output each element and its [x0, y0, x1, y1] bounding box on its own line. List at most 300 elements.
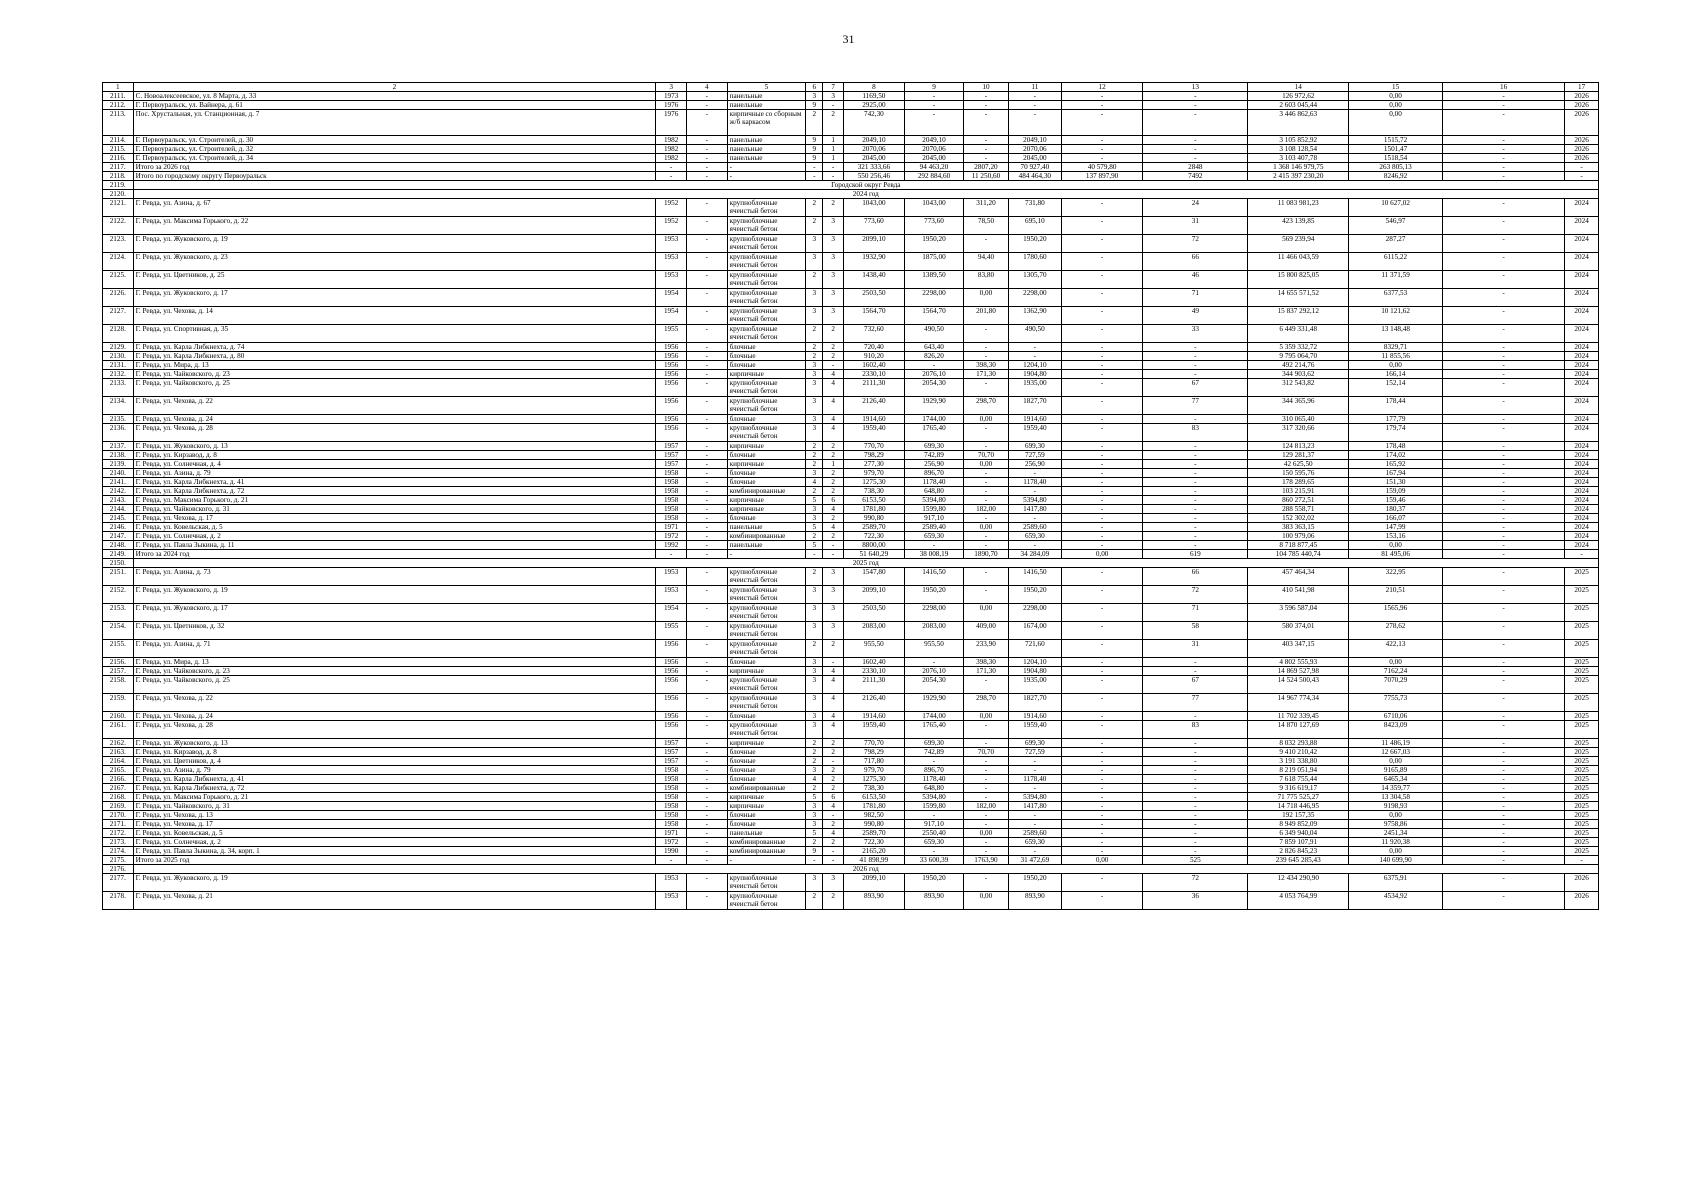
private-area-cell: 2589,60 [1008, 829, 1061, 838]
year-commissioned-cell: - [686, 667, 727, 676]
residents-cell: - [1143, 802, 1248, 811]
cost-per-sqm-cell: 7070,29 [1349, 676, 1443, 694]
row-number-cell: 2133. [103, 379, 134, 397]
year-built-cell: 1953 [656, 235, 687, 253]
section-row [103, 190, 1599, 199]
year-commissioned-cell: - [686, 145, 727, 154]
total-area-cell: 1547,80 [843, 568, 904, 586]
entrances-cell: - [823, 550, 843, 559]
municipal-area-cell: - [1061, 145, 1143, 154]
plan-year-cell: 2026 [1565, 92, 1599, 101]
living-area-cell: 699,30 [904, 442, 963, 451]
table-row [103, 199, 1599, 217]
plan-year-cell: 2024 [1565, 361, 1599, 370]
cost-per-sqm-cell: 0,00 [1349, 757, 1443, 766]
non-living-area-cell: - [964, 424, 1009, 442]
year-built-cell: 1956 [656, 667, 687, 676]
private-area-cell: 695,10 [1008, 217, 1061, 235]
wall-material-cell: кирпичные [727, 667, 805, 676]
wall-material-cell: комбинированные [727, 487, 805, 496]
living-area-cell: 2589,40 [904, 523, 963, 532]
total-area-cell: 2045,00 [843, 154, 904, 163]
col-16-cell: - [1442, 757, 1564, 766]
entrances-cell: 2 [823, 784, 843, 793]
cost-cell: 11 466 043,59 [1248, 253, 1349, 271]
year-commissioned-cell: - [686, 604, 727, 622]
floors-cell: 3 [806, 766, 823, 775]
plan-year-cell: 2025 [1565, 604, 1599, 622]
total-area-cell: 955,50 [843, 640, 904, 658]
cost-cell: 8 032 293,88 [1248, 739, 1349, 748]
cost-cell: 12 434 290,90 [1248, 874, 1349, 892]
residents-cell: - [1143, 505, 1248, 514]
entrances-cell: 3 [823, 307, 843, 325]
living-area-cell: 1416,50 [904, 568, 963, 586]
private-area-cell: - [1008, 352, 1061, 361]
municipal-area-cell: - [1061, 721, 1143, 739]
year-commissioned-cell: - [686, 289, 727, 307]
residents-cell: 72 [1143, 586, 1248, 604]
address-cell: Г. Ревда, ул. Чехова, д. 17 [133, 514, 656, 523]
row-number-cell: 2142. [103, 487, 134, 496]
municipal-area-cell: - [1061, 712, 1143, 721]
non-living-area-cell: - [964, 586, 1009, 604]
private-area-cell: - [1008, 784, 1061, 793]
total-area-cell: 1275,30 [843, 478, 904, 487]
table-row [103, 838, 1599, 847]
year-built-cell: 1982 [656, 145, 687, 154]
entrances-cell: - [823, 541, 843, 550]
municipal-area-cell: - [1061, 496, 1143, 505]
year-commissioned-cell: - [686, 370, 727, 379]
year-commissioned-cell: - [686, 739, 727, 748]
year-commissioned-cell: - [686, 352, 727, 361]
year-commissioned-cell: - [686, 379, 727, 397]
living-area-cell: 1043,00 [904, 199, 963, 217]
year-built-cell: - [656, 172, 687, 181]
year-built-cell: 1956 [656, 352, 687, 361]
private-area-cell: 2298,00 [1008, 289, 1061, 307]
living-area-cell: 648,80 [904, 784, 963, 793]
living-area-cell: - [904, 101, 963, 110]
year-built-cell: 1953 [656, 271, 687, 289]
residents-cell: 525 [1143, 856, 1248, 865]
year-commissioned-cell: - [686, 154, 727, 163]
year-commissioned-cell: - [686, 217, 727, 235]
table-row [103, 847, 1599, 856]
wall-material-cell: кирпичные [727, 739, 805, 748]
wall-material-cell: блочные [727, 811, 805, 820]
floors-cell: 5 [806, 541, 823, 550]
address-cell: Г. Ревда, ул. Жуковского, д. 13 [133, 442, 656, 451]
non-living-area-cell: - [964, 532, 1009, 541]
plan-year-cell: 2025 [1565, 676, 1599, 694]
non-living-area-cell: 78,50 [964, 217, 1009, 235]
floors-cell: 4 [806, 478, 823, 487]
non-living-area-cell: - [964, 514, 1009, 523]
col-16-cell: - [1442, 739, 1564, 748]
municipal-area-cell: - [1061, 694, 1143, 712]
total-area-cell: 1564,70 [843, 307, 904, 325]
total-area-cell: 770,70 [843, 442, 904, 451]
plan-year-cell: 2025 [1565, 586, 1599, 604]
cost-per-sqm-cell: 4534,92 [1349, 892, 1443, 910]
year-built-cell: 1956 [656, 721, 687, 739]
entrances-cell: - [823, 811, 843, 820]
floors-cell: 5 [806, 523, 823, 532]
residents-cell: 13 [1143, 83, 1248, 92]
plan-year-cell: 2025 [1565, 712, 1599, 721]
address-cell: Г. Ревда, ул. Мира, д. 13 [133, 658, 656, 667]
col-16-cell: - [1442, 487, 1564, 496]
col-16-cell: - [1442, 352, 1564, 361]
non-living-area-cell: - [964, 92, 1009, 101]
row-number-cell: 2172. [103, 829, 134, 838]
plan-year-cell: 2024 [1565, 424, 1599, 442]
floors-cell: 5 [806, 829, 823, 838]
plan-year-cell: 2024 [1565, 343, 1599, 352]
year-built-cell: 1958 [656, 505, 687, 514]
private-area-cell: 1914,60 [1008, 415, 1061, 424]
living-area-cell: 490,50 [904, 325, 963, 343]
year-commissioned-cell: - [686, 838, 727, 847]
residents-cell: - [1143, 469, 1248, 478]
year-built-cell: - [656, 856, 687, 865]
row-number-cell: 2149. [103, 550, 134, 559]
living-area-cell: 742,89 [904, 451, 963, 460]
address-cell: Г. Ревда, ул. Жуковского, д. 13 [133, 739, 656, 748]
floors-cell: 9 [806, 847, 823, 856]
wall-material-cell: панельные [727, 541, 805, 550]
row-number-cell: 2127. [103, 307, 134, 325]
municipal-area-cell: - [1061, 325, 1143, 343]
municipal-area-cell: - [1061, 784, 1143, 793]
private-area-cell: 1674,00 [1008, 622, 1061, 640]
residents-cell: - [1143, 154, 1248, 163]
residents-cell: 72 [1143, 235, 1248, 253]
address-cell: Г. Ревда, ул. Цветников, д. 4 [133, 757, 656, 766]
cost-cell: 103 215,91 [1248, 487, 1349, 496]
year-commissioned-cell: - [686, 343, 727, 352]
cost-cell: 5 359 332,72 [1248, 343, 1349, 352]
wall-material-cell: блочные [727, 748, 805, 757]
row-number-cell: 2135. [103, 415, 134, 424]
plan-year-cell: 2024 [1565, 442, 1599, 451]
plan-year-cell: 2025 [1565, 820, 1599, 829]
private-area-cell: - [1008, 757, 1061, 766]
residents-cell: 83 [1143, 424, 1248, 442]
living-area-cell: 826,20 [904, 352, 963, 361]
year-built-cell: 1957 [656, 451, 687, 460]
non-living-area-cell: - [964, 442, 1009, 451]
entrances-cell: 2 [823, 442, 843, 451]
wall-material-cell: - [727, 856, 805, 865]
entrances-cell: 2 [823, 343, 843, 352]
row-number-cell: 2128. [103, 325, 134, 343]
cost-cell: 288 558,71 [1248, 505, 1349, 514]
wall-material-cell: блочные [727, 469, 805, 478]
entrances-cell: 4 [823, 721, 843, 739]
municipal-area-cell: - [1061, 343, 1143, 352]
floors-cell: 9 [806, 145, 823, 154]
row-number-cell: 2178. [103, 892, 134, 910]
row-number-cell: 2168. [103, 793, 134, 802]
municipal-area-cell: - [1061, 361, 1143, 370]
residents-cell: - [1143, 847, 1248, 856]
entrances-cell: - [823, 172, 843, 181]
total-area-cell: 8800,00 [843, 541, 904, 550]
entrances-cell: 2 [823, 451, 843, 460]
residents-cell: - [1143, 739, 1248, 748]
plan-year-cell: 2024 [1565, 460, 1599, 469]
floors-cell: 3 [806, 712, 823, 721]
cost-per-sqm-cell: 81 495,06 [1349, 550, 1443, 559]
col-16-cell: - [1442, 496, 1564, 505]
year-commissioned-cell: - [686, 532, 727, 541]
table-row [103, 622, 1599, 640]
year-built-cell: 1954 [656, 604, 687, 622]
address-cell: Г. Ревда, ул. Жуковского, д. 17 [133, 289, 656, 307]
residents-cell: 71 [1143, 289, 1248, 307]
address-cell: Г. Ревда, ул. Мира, д. 13 [133, 361, 656, 370]
private-area-cell: - [1008, 469, 1061, 478]
year-commissioned-cell: - [686, 640, 727, 658]
year-commissioned-cell: - [686, 253, 727, 271]
floors-cell: 2 [806, 110, 823, 136]
cost-per-sqm-cell: 152,14 [1349, 379, 1443, 397]
year-built-cell: 1972 [656, 838, 687, 847]
floors-cell: 3 [806, 379, 823, 397]
page-number: 31 [842, 32, 855, 46]
col-16-cell: - [1442, 550, 1564, 559]
municipal-area-cell: - [1061, 379, 1143, 397]
year-built-cell: 1958 [656, 496, 687, 505]
cost-cell: 1 368 146 979,75 [1248, 163, 1349, 172]
row-number-cell: 2119. [103, 181, 134, 190]
private-area-cell: 721,60 [1008, 640, 1061, 658]
cost-per-sqm-cell: 159,09 [1349, 487, 1443, 496]
living-area-cell: 5394,80 [904, 496, 963, 505]
wall-material-cell: - [727, 163, 805, 172]
wall-material-cell: крупноблочные ячеистый бетон [727, 892, 805, 910]
col-16-cell: - [1442, 101, 1564, 110]
total-area-cell: 1932,90 [843, 253, 904, 271]
entrances-cell: 4 [823, 694, 843, 712]
non-living-area-cell: 0,00 [964, 460, 1009, 469]
floors-cell: 3 [806, 586, 823, 604]
cost-cell: 492 214,76 [1248, 361, 1349, 370]
entrances-cell: 2 [823, 325, 843, 343]
address-cell: Итого за 2026 год [133, 163, 656, 172]
cost-cell: 9 410 210,42 [1248, 748, 1349, 757]
wall-material-cell: комбинированные [727, 838, 805, 847]
municipal-area-cell: - [1061, 739, 1143, 748]
municipal-area-cell: - [1061, 604, 1143, 622]
entrances-cell: 2 [823, 469, 843, 478]
living-area-cell: 1765,40 [904, 721, 963, 739]
cost-cell: 9 316 619,17 [1248, 784, 1349, 793]
cost-cell: 457 464,34 [1248, 568, 1349, 586]
year-built-cell: 1956 [656, 361, 687, 370]
cost-cell: 7 618 755,44 [1248, 775, 1349, 784]
total-area-cell: 2503,50 [843, 604, 904, 622]
cost-cell: 383 363,15 [1248, 523, 1349, 532]
col-16-cell: - [1442, 361, 1564, 370]
cost-cell: 14 967 774,34 [1248, 694, 1349, 712]
living-area-cell: - [904, 361, 963, 370]
cost-per-sqm-cell: 1518,54 [1349, 154, 1443, 163]
year-commissioned-cell: - [686, 92, 727, 101]
total-area-cell: 2589,70 [843, 829, 904, 838]
total-area-cell: 732,60 [843, 325, 904, 343]
year-built-cell: 1953 [656, 253, 687, 271]
table-row [103, 361, 1599, 370]
cost-cell: 410 541,98 [1248, 586, 1349, 604]
row-number-cell: 2170. [103, 811, 134, 820]
wall-material-cell: крупноблочные ячеистый бетон [727, 604, 805, 622]
plan-year-cell: 2024 [1565, 307, 1599, 325]
wall-material-cell: крупноблочные ячеистый бетон [727, 568, 805, 586]
wall-material-cell: блочные [727, 757, 805, 766]
col-16-cell: - [1442, 478, 1564, 487]
plan-year-cell: 2024 [1565, 289, 1599, 307]
municipal-area-cell: - [1061, 136, 1143, 145]
residents-cell: 2848 [1143, 163, 1248, 172]
row-number-cell: 2140. [103, 469, 134, 478]
col-16-cell: - [1442, 568, 1564, 586]
living-area-cell: 2298,00 [904, 604, 963, 622]
year-commissioned-cell: - [686, 757, 727, 766]
address-cell: Итого за 2025 год [133, 856, 656, 865]
floors-cell: 3 [806, 307, 823, 325]
floors-cell: 3 [806, 235, 823, 253]
total-area-cell: 2925,00 [843, 101, 904, 110]
private-area-cell: 484 464,30 [1008, 172, 1061, 181]
private-area-cell: 1935,00 [1008, 676, 1061, 694]
private-area-cell: 1935,00 [1008, 379, 1061, 397]
entrances-cell: 2 [823, 478, 843, 487]
address-cell: Г. Ревда, ул. Жуковского, д. 19 [133, 586, 656, 604]
total-area-cell: 1275,30 [843, 775, 904, 784]
table-row [103, 101, 1599, 110]
address-cell: Г. Ревда, ул. Чайковского, д. 23 [133, 370, 656, 379]
municipal-area-cell: - [1061, 676, 1143, 694]
plan-year-cell: 2025 [1565, 739, 1599, 748]
cost-per-sqm-cell: 0,00 [1349, 811, 1443, 820]
plan-year-cell: 2025 [1565, 793, 1599, 802]
row-number-cell: 2159. [103, 694, 134, 712]
municipal-area-cell: - [1061, 793, 1143, 802]
col-16-cell: - [1442, 92, 1564, 101]
table-row [103, 442, 1599, 451]
row-number-cell: 2146. [103, 523, 134, 532]
non-living-area-cell: - [964, 739, 1009, 748]
row-number-cell: 2150. [103, 559, 134, 568]
col-16-cell: - [1442, 145, 1564, 154]
year-built-cell: 1958 [656, 514, 687, 523]
residents-cell: - [1143, 820, 1248, 829]
address-cell: Г. Ревда, ул. Чайковского, д. 25 [133, 379, 656, 397]
table-row [103, 145, 1599, 154]
municipal-area-cell: - [1061, 469, 1143, 478]
cost-per-sqm-cell: 153,16 [1349, 532, 1443, 541]
entrances-cell: 3 [823, 874, 843, 892]
col-16-cell: - [1442, 694, 1564, 712]
section-title: 2025 год [133, 559, 1598, 568]
year-built-cell: 1956 [656, 424, 687, 442]
floors-cell: 2 [806, 532, 823, 541]
entrances-cell: 4 [823, 712, 843, 721]
floors-cell: 2 [806, 640, 823, 658]
year-built-cell: 1992 [656, 541, 687, 550]
floors-cell: 2 [806, 568, 823, 586]
entrances-cell: 6 [823, 496, 843, 505]
total-area-cell: 798,29 [843, 748, 904, 757]
table-row [103, 604, 1599, 622]
section-title: 2024 год [133, 190, 1598, 199]
address-cell: Г. Первоуральск, ул. Строителей, д. 30 [133, 136, 656, 145]
cost-per-sqm-cell: 0,00 [1349, 658, 1443, 667]
living-area-cell: 9 [904, 83, 963, 92]
col-16-cell: - [1442, 892, 1564, 910]
plan-year-cell: 2025 [1565, 748, 1599, 757]
municipal-area-cell: - [1061, 757, 1143, 766]
cost-per-sqm-cell: 278,62 [1349, 622, 1443, 640]
private-area-cell: 1914,60 [1008, 712, 1061, 721]
private-area-cell: - [1008, 110, 1061, 136]
cost-per-sqm-cell: 151,30 [1349, 478, 1443, 487]
floors-cell: 2 [806, 442, 823, 451]
section-row [103, 559, 1599, 568]
private-area-cell: - [1008, 92, 1061, 101]
year-commissioned-cell: - [686, 460, 727, 469]
row-number-cell: 2121. [103, 199, 134, 217]
wall-material-cell: крупноблочные ячеистый бетон [727, 397, 805, 415]
residents-cell: - [1143, 370, 1248, 379]
wall-material-cell: кирпичные [727, 442, 805, 451]
row-number-cell: 2157. [103, 667, 134, 676]
address-cell: Г. Ревда, ул. Чехова, д. 28 [133, 424, 656, 442]
living-area-cell: 1929,90 [904, 397, 963, 415]
plan-year-cell: 2025 [1565, 811, 1599, 820]
living-area-cell: 2083,00 [904, 622, 963, 640]
year-built-cell: 1958 [656, 820, 687, 829]
table-row [103, 271, 1599, 289]
col-16-cell: - [1442, 622, 1564, 640]
wall-material-cell: блочные [727, 775, 805, 784]
residents-cell: - [1143, 532, 1248, 541]
municipal-area-cell: 40 579,80 [1061, 163, 1143, 172]
year-commissioned-cell: - [686, 721, 727, 739]
non-living-area-cell: 398,30 [964, 658, 1009, 667]
residents-cell: 31 [1143, 217, 1248, 235]
cost-cell: 3 191 338,80 [1248, 757, 1349, 766]
living-area-cell: - [904, 110, 963, 136]
non-living-area-cell: 70,70 [964, 451, 1009, 460]
floors-cell: 2 [806, 460, 823, 469]
cost-per-sqm-cell: 1501,47 [1349, 145, 1443, 154]
year-built-cell: 1956 [656, 658, 687, 667]
living-area-cell: 2045,00 [904, 154, 963, 163]
private-area-cell: - [1008, 541, 1061, 550]
cost-per-sqm-cell: 13 148,48 [1349, 325, 1443, 343]
cost-per-sqm-cell: 1515,72 [1349, 136, 1443, 145]
municipal-area-cell: - [1061, 110, 1143, 136]
non-living-area-cell: 171,30 [964, 667, 1009, 676]
table-row [103, 397, 1599, 415]
non-living-area-cell: - [964, 145, 1009, 154]
entrances-cell: 1 [823, 154, 843, 163]
